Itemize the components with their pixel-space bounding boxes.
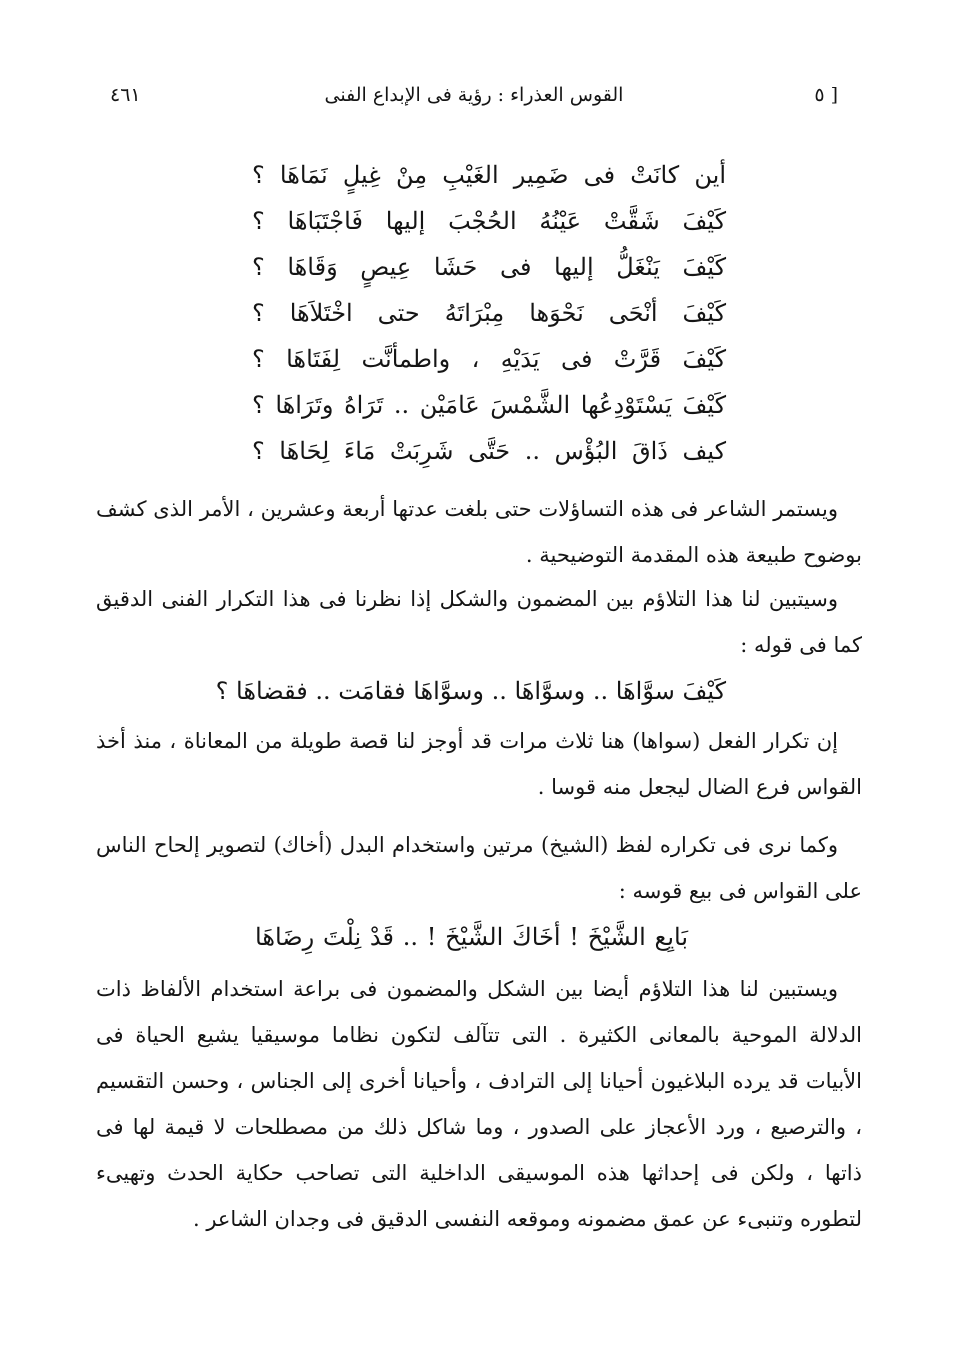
poem-verse: كَيْفَ سوَّاهَا .. وسوَّاهَا .. وسوَّاهَا فقامَت .. فقضاهَا ؟ bbox=[215, 677, 726, 705]
poem-verse: بَايِع الشَّيْخَ ! أخَاكَ الشَّيْخَ ! .. قَدْ نِلْتَ رِضَاهَا bbox=[255, 923, 688, 951]
poem-verse: كَيْفَ شَقَّتْ عَيْنُهُ الحُجْبَ إليها فَاجْتَبَاهَا ؟ bbox=[252, 207, 726, 235]
body-paragraph: وسيتبين لنا هذا التلاؤم بين المضمون والشكل إذا نظرنا فى هذا التكرار الفنى الدقيق كما فى قوله : bbox=[96, 587, 862, 657]
poem-block bbox=[252, 152, 726, 474]
quoted-verse bbox=[255, 914, 688, 960]
poem-verse: كَيْفَ قَرَّتْ فى يَدَيْهِ ، واطمأنَّت لِفَتَاهَا ؟ bbox=[252, 345, 726, 373]
body-paragraph: وكما نرى فى تكراره لفظ (الشيخ) مرتين واستخدام البدل (أخاك) لتصوير إلحاح الناس على القواس فى بيع قوسه : bbox=[96, 833, 862, 903]
poem-verse: كيف ذَاقَ البُؤْس .. حَتَّى شَرِبَتْ مَاءَ لِحَاهَا ؟ bbox=[252, 437, 726, 465]
running-title: القوس العذراء : رؤية فى الإبداع الفنى bbox=[324, 84, 624, 106]
poem-verse: كَيْفَ أنْحَى نَحْوَها مِبْرَاتَهُ حتى اخْتَلاَهَا ؟ bbox=[252, 299, 726, 327]
body-paragraph: ويستمر الشاعر فى هذه التساؤلات حتى بلغت عدتها أربعة وعشرين ، الأمر الذى كشف بوضوح طبيعة هذه المقدمة التوضيحية . bbox=[96, 497, 862, 567]
body-paragraph: ويستبين لنا هذا التلاؤم أيضا بين الشكل والمضمون فى براعة استخدام الألفاظ ذات الدلالة الموحية بالمعانى الكثيرة . التى تتآلف لتكون نظاما موسيقيا يشيع الحياة فى الأبيات قد يرده البلاغيون أحيانا إلى الترادف ، وأحيانا أخرى إلى الجناس ، وحسن التقسيم ، والترصيع ، ورد الأعجاز على الصدور ، وما شاكل ذلك من مصطلحات لا قيمة لها فى ذاتها ، ولكن فى إحداثها هذه الموسيقى الداخلية التى تصاحب حكاية الحدث وتهيىء لتطوره وتنبىء عن عمق مضمونه وموقعه النفسى الدقيق فى وجدان الشاعر . bbox=[96, 977, 862, 1231]
chapter-mark: [ ٥ bbox=[814, 84, 838, 106]
quoted-verse bbox=[215, 668, 726, 714]
page-number: ٤٦١ bbox=[110, 84, 141, 106]
body-paragraph: إن تكرار الفعل (سواها) هنا ثلاث مرات قد أوجز لنا قصة طويلة من المعاناة ، منذ أخذ القواس فرع الضال ليجعل منه قوسا . bbox=[96, 729, 862, 799]
poem-verse: كَيْفَ يَسْتَوْدِعُها الشَّمْسَ عَامَيْن .. تَرَاهُ وتَرَاهَا ؟ bbox=[252, 391, 726, 419]
poem-verse: أين كانَتْ فى ضَمِير الغَيْبِ مِنْ غِيلٍ نَمَاهَا ؟ bbox=[252, 161, 726, 189]
poem-verse: كَيْفَ يَنْغَلُّ إليها فى حَشَا عِيصٍ وَقَاهَا ؟ bbox=[252, 253, 726, 281]
page-header bbox=[110, 84, 838, 120]
